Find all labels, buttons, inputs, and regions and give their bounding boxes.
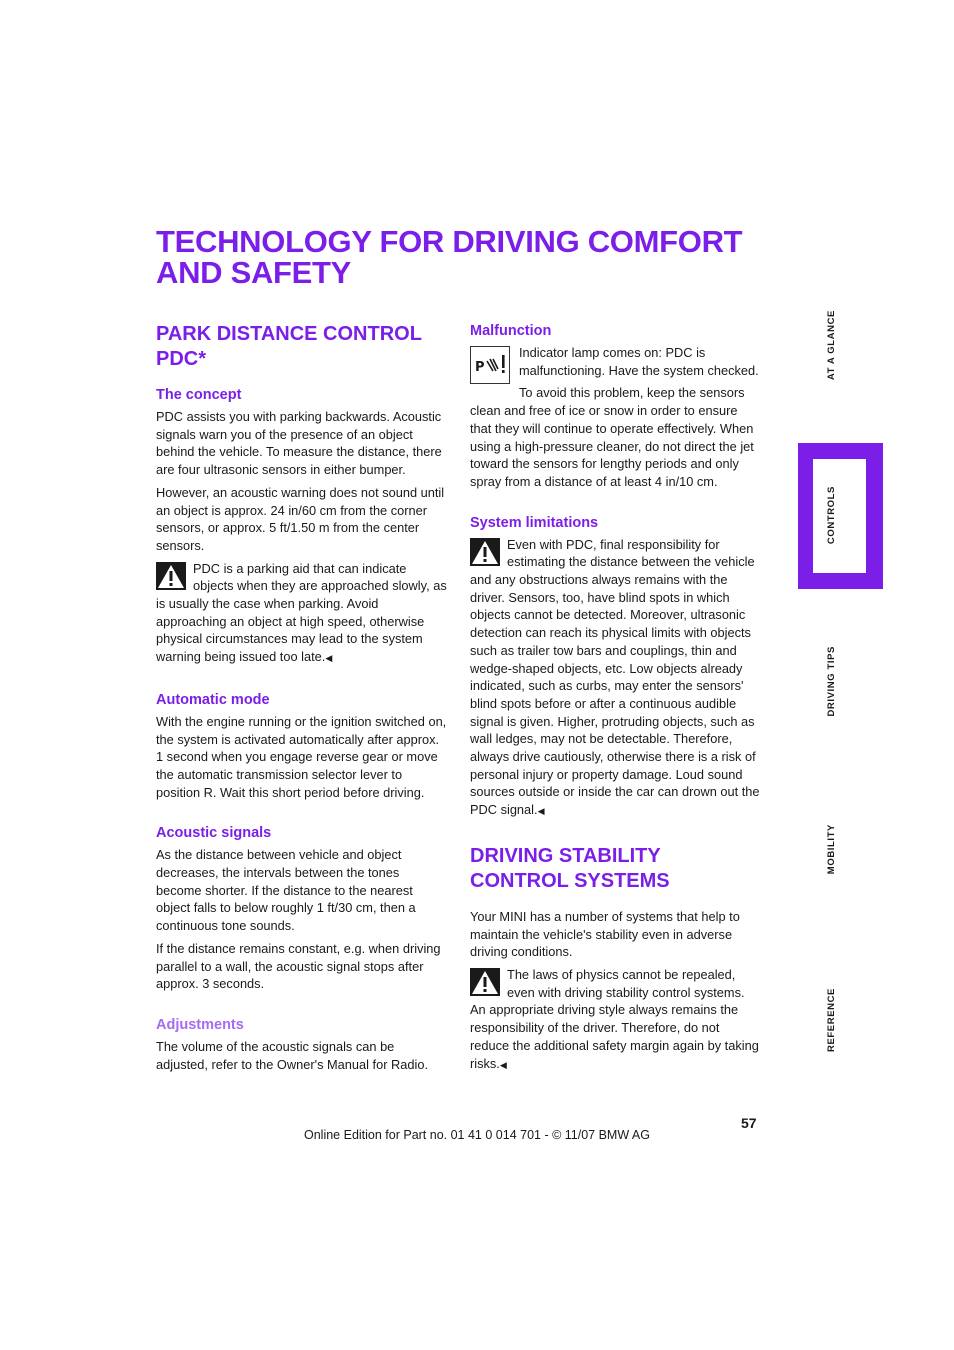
- end-mark-icon: ◀: [537, 806, 545, 817]
- heading-system-limitations: System limitations: [470, 514, 599, 531]
- adjustments-paragraph: The volume of the acoustic signals can be adjusted, refer to the Owner's Manual for Radio.: [156, 1038, 429, 1072]
- heading-acoustic-signals: Acoustic signals: [156, 825, 272, 842]
- svg-text:P: P: [475, 360, 485, 375]
- chapter-tabs: [798, 0, 884, 1350]
- tab-mobility[interactable]: MOBILITY: [826, 824, 837, 875]
- end-mark-icon: ◀: [499, 1059, 507, 1070]
- heading-adjustments: Adjustments: [156, 1016, 244, 1033]
- warning-icon: [470, 968, 500, 996]
- tab-driving-tips[interactable]: DRIVING TIPS: [826, 646, 837, 717]
- acoustic-paragraph-1: As the distance between vehicle and object decreases, the intervals between the tones become shorter. If the distance to the nearest object falls to below roughly 1 ft/30 cm, then a continuous tone sounds.: [156, 847, 416, 934]
- tab-controls[interactable]: CONTROLS: [826, 486, 837, 545]
- section-title-stability: DRIVING STABILITY CONTROL SYSTEMS: [470, 844, 670, 892]
- page-number: 57: [741, 1115, 757, 1131]
- stability-paragraph: Your MINI has a number of systems that help to maintain the vehicle's stability even in adverse driving conditions.: [470, 908, 740, 960]
- heading-malfunction: Malfunction: [470, 323, 552, 339]
- footer: Online Edition for Part no. 01 41 0 014 701 - © 11/07 BMW AG: [304, 1128, 650, 1142]
- tab-reference[interactable]: REFERENCE: [826, 988, 837, 1052]
- warning-icon: [470, 538, 500, 566]
- right-column: [470, 322, 762, 1079]
- concept-paragraph-1: PDC assists you with parking backwards. Acoustic signals warn you of the presence of an object behind the vehicle. To measure the distance, there are four ultrasonic sensors in either bumper.: [156, 409, 442, 478]
- warning-icon: [156, 562, 186, 590]
- heading-concept: The concept: [156, 387, 242, 403]
- pdc-indicator-icon: [470, 346, 510, 384]
- limitations-warning: Even with PDC, final responsibility for estimating the distance between the vehicle and any obstructions always remains with the driver. Sensors, too, have blind spots in which objects cannot be detected. Moreover, ultrasonic detection can reach its physical limits with objects such as trailer tow bars and couplings, thin and wedge-shaped objects, etc. Low objects already indicated, such as curbs, may enter the sensors' blind spots before or after a continuous audible signal is given. Higher, protruding objects, such as wall ledges, may not be detectable. Therefore, always drive cautiously, otherwise there is a risk of personal injury or property damage. Loud sound sources outside or inside the car can drown out the PDC signal.◀: [470, 536, 760, 818]
- automatic-paragraph: With the engine running or the ignition switched on, the system is activated automatically after approx. 1 second when you engage reverse gear or move the automatic transmission selector lever to position R. Wait this short period before driving.: [156, 713, 447, 800]
- end-mark-icon: ◀: [325, 653, 333, 664]
- tab-at-a-glance[interactable]: AT A GLANCE: [826, 310, 837, 381]
- page-title: TECHNOLOGY FOR DRIVING COMFORT AND SAFETY: [156, 224, 743, 290]
- stability-warning: The laws of physics cannot be repealed, even with driving stability control systems. An appropriate driving style always remains the responsibility of the driver. Therefore, do not reduce the additional safety margin again by taking risks.◀: [470, 966, 759, 1071]
- malfunction-paragraph-1: P Indicator lamp comes on: PDC is malfunctioning. Have the system checked.: [470, 344, 762, 379]
- concept-warning: PDC is a parking aid that can indicate objects when they are approached slowly, as is usually the case when parking. Avoid approaching an object at high speed, otherwise physical circumstances may lead to the system warning being issued too late.◀: [156, 560, 447, 665]
- malfunction-paragraph-2: To avoid this problem, keep the sensors clean and free of ice or snow in order to ensure that they will continue to operate effectively. When using a high-pressure cleaner, do not direct the jet toward the sensors for lengthy periods and only spray from a distance of at least 4 in/10 cm.: [470, 385, 754, 489]
- active-tab-marker: [798, 443, 883, 589]
- section-title-pdc: PARK DISTANCE CONTROL PDC*: [156, 323, 422, 370]
- concept-paragraph-2: However, an acoustic warning does not sound until an object is approx. 24 in/60 cm from the corner sensors, or approx. 5 ft/1.50 m from the center sensors.: [156, 484, 445, 553]
- left-column: [156, 322, 448, 1078]
- heading-automatic-mode: Automatic mode: [156, 691, 270, 708]
- acoustic-paragraph-2: If the distance remains constant, e.g. when driving parallel to a wall, the acoustic signal stops after approx. 3 seconds.: [156, 940, 441, 992]
